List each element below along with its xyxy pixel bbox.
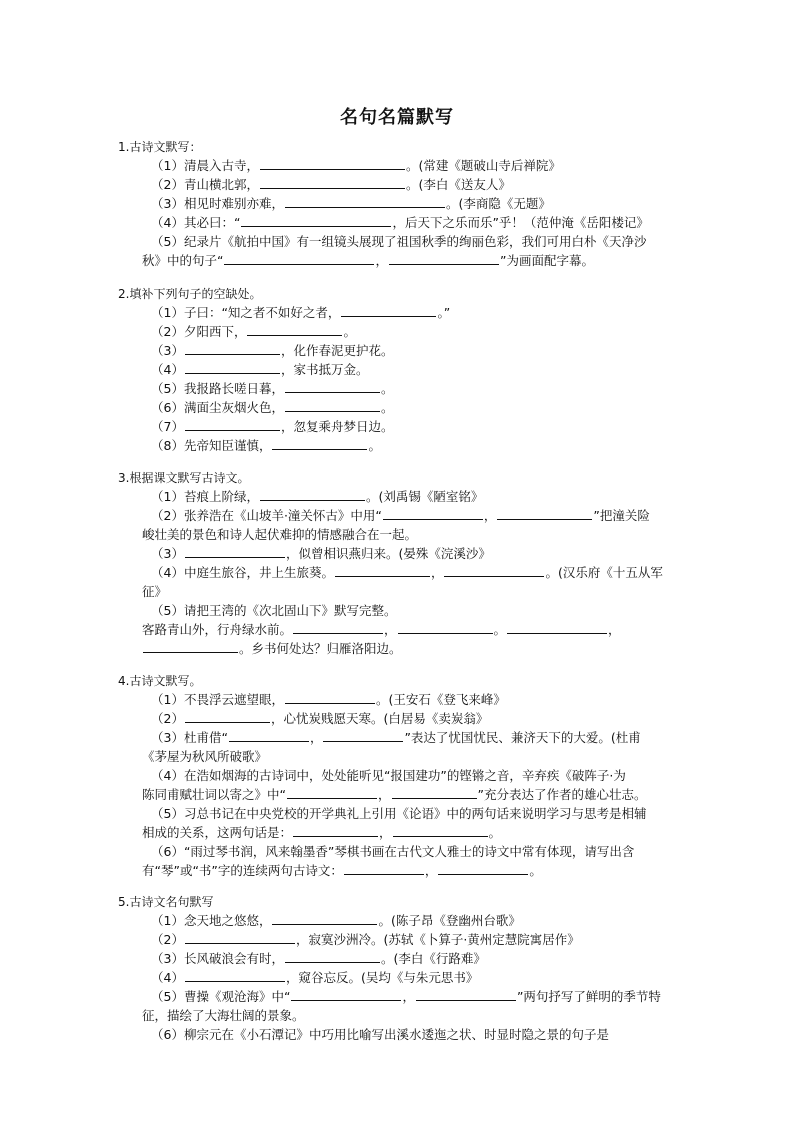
question-text: 有“琴”或“书”字的连续两句古诗文： bbox=[142, 863, 343, 878]
question-text: 客路青山外，行舟绿水前。 bbox=[142, 622, 293, 637]
question-text: （8）先帝知臣谨慎， bbox=[151, 438, 272, 453]
question-text: ，心忧炭贱愿天寒。(白居易《卖炭翁》 bbox=[270, 711, 489, 726]
answer-blank[interactable] bbox=[285, 691, 375, 704]
answer-blank[interactable] bbox=[344, 862, 424, 875]
s5-q5 bbox=[118, 987, 718, 1006]
question-text: 相成的关系，这两句话是： bbox=[142, 825, 293, 840]
answer-blank[interactable] bbox=[185, 710, 270, 723]
s3-q2 bbox=[118, 506, 718, 525]
question-text: ”为画面配字幕。 bbox=[500, 253, 594, 268]
s3-q4 bbox=[118, 563, 718, 582]
s2-q1 bbox=[118, 303, 718, 322]
answer-blank[interactable] bbox=[341, 304, 436, 317]
question-text: 。(王安石《登飞来峰》 bbox=[375, 692, 506, 707]
answer-blank[interactable] bbox=[335, 564, 430, 577]
question-text: （2）夕阳西下， bbox=[151, 324, 247, 339]
s4-q4-cont bbox=[118, 785, 718, 804]
answer-blank[interactable] bbox=[241, 214, 391, 227]
s4-q5 bbox=[118, 804, 718, 823]
question-text: 征，描绘了大海壮阔的景象。 bbox=[142, 1008, 305, 1023]
s1-q4 bbox=[118, 213, 718, 232]
question-text: （5）曹操《观沧海》中“ bbox=[151, 989, 291, 1004]
question-text: ， bbox=[377, 787, 391, 802]
question-text: （1）苔痕上阶绿， bbox=[151, 489, 259, 504]
question-text: （3）杜甫借“ bbox=[151, 730, 228, 745]
answer-blank[interactable] bbox=[383, 507, 483, 520]
answer-blank[interactable] bbox=[291, 988, 401, 1001]
question-text: 。(李商隐《无题》 bbox=[445, 196, 551, 211]
s4-q1 bbox=[118, 690, 718, 709]
question-text: 。(汉乐府《十五从军 bbox=[545, 565, 663, 580]
question-text: ”两句抒写了鲜明的季节特 bbox=[516, 989, 661, 1004]
answer-blank[interactable] bbox=[185, 969, 285, 982]
question-text: （7） bbox=[151, 419, 184, 434]
section-1-title: 1.古诗文默写： bbox=[118, 140, 202, 154]
answer-blank[interactable] bbox=[185, 931, 295, 944]
question-text: 。(陈子昂《登幽州台歌》 bbox=[378, 913, 521, 928]
s1-q3 bbox=[118, 194, 718, 213]
question-text: ， bbox=[430, 565, 444, 580]
question-text: ，化作春泥更护花。 bbox=[280, 343, 394, 358]
answer-blank[interactable] bbox=[224, 252, 374, 265]
question-text: （4） bbox=[151, 362, 184, 377]
question-text: ， bbox=[384, 622, 397, 637]
question-text: （3） bbox=[151, 546, 184, 561]
answer-blank[interactable] bbox=[247, 323, 342, 336]
question-text: 。(李白《送友人》 bbox=[405, 177, 511, 192]
s2-q3 bbox=[118, 341, 718, 360]
answer-blank[interactable] bbox=[285, 950, 380, 963]
s3-q2-cont bbox=[118, 525, 718, 544]
answer-blank[interactable] bbox=[497, 507, 592, 520]
s4-q5-cont bbox=[118, 823, 718, 842]
question-text: 峻壮美的景色和诗人起伏难抑的情感融合在一起。 bbox=[142, 527, 418, 542]
answer-blank[interactable] bbox=[185, 342, 280, 355]
section-4 bbox=[118, 672, 718, 880]
section-3 bbox=[118, 469, 718, 658]
answer-blank[interactable] bbox=[323, 729, 403, 742]
answer-blank[interactable] bbox=[393, 824, 488, 837]
question-text: 。 bbox=[529, 863, 542, 878]
s4-q3 bbox=[118, 728, 718, 747]
answer-blank[interactable] bbox=[416, 988, 516, 1001]
question-text: ，似曾相识燕归来。(晏殊《浣溪沙》 bbox=[285, 546, 491, 561]
s3-q3 bbox=[118, 544, 718, 563]
s2-q2 bbox=[118, 322, 718, 341]
section-5-title: 5.古诗文名句默写 bbox=[118, 895, 214, 909]
question-text: 。乡书何处达？归雁洛阳边。 bbox=[239, 641, 402, 656]
s5-q1 bbox=[118, 911, 718, 930]
question-text: （5）请把王湾的《次北固山下》默写完整。 bbox=[151, 603, 397, 618]
question-text: 。(李白《行路难》 bbox=[380, 951, 486, 966]
answer-blank[interactable] bbox=[260, 176, 405, 189]
s1-q2 bbox=[118, 175, 718, 194]
s4-q6 bbox=[118, 842, 718, 861]
answer-blank[interactable] bbox=[272, 912, 377, 925]
s3-q4-cont bbox=[118, 582, 718, 601]
question-text: （1）念天地之悠悠， bbox=[151, 913, 272, 928]
answer-blank[interactable] bbox=[389, 252, 499, 265]
question-text: （2） bbox=[151, 711, 184, 726]
s1-q5-cont bbox=[118, 251, 718, 270]
answer-blank[interactable] bbox=[285, 195, 445, 208]
question-text: （3）相见时难别亦难， bbox=[151, 196, 284, 211]
question-text: ， bbox=[424, 863, 438, 878]
question-text: 。 bbox=[488, 825, 502, 840]
question-text: （4） bbox=[151, 970, 184, 985]
question-text: （3）长风破浪会有时， bbox=[151, 951, 284, 966]
section-2 bbox=[118, 285, 718, 455]
answer-blank[interactable] bbox=[260, 488, 365, 501]
question-text: ， bbox=[375, 253, 388, 268]
question-text: （2） bbox=[151, 932, 184, 947]
s4-q4 bbox=[118, 766, 718, 785]
question-text: （6）柳宗元在《小石潭记》中巧用比喻写出溪水逶迤之状、时显时隐之景的句子是 bbox=[151, 1027, 609, 1042]
answer-blank[interactable] bbox=[285, 380, 380, 393]
question-text: 。 bbox=[380, 400, 394, 415]
answer-blank[interactable] bbox=[185, 361, 280, 374]
question-text: （6）“雨过琴书润，风来翰墨香”琴棋书画在古代文人雅士的诗文中常有体现，请写出含 bbox=[151, 844, 635, 859]
answer-blank[interactable] bbox=[260, 157, 405, 170]
question-text: （4）中庭生旅谷，井上生旅葵。 bbox=[151, 565, 334, 580]
s4-q3-cont bbox=[118, 747, 718, 766]
question-text: 。” bbox=[437, 305, 451, 320]
question-text: （1）不畏浮云遮望眼， bbox=[151, 692, 284, 707]
section-5 bbox=[118, 893, 718, 1044]
question-text: （1）清晨入古寺， bbox=[151, 158, 259, 173]
s3-q5-cont bbox=[118, 620, 718, 639]
question-text: ”充分表达了作者的雄心壮志。 bbox=[477, 787, 647, 802]
answer-blank[interactable] bbox=[272, 437, 367, 450]
answer-blank[interactable] bbox=[507, 621, 607, 634]
question-text: （2）张养浩在《山坡羊·潼关怀古》中用“ bbox=[151, 508, 382, 523]
answer-blank[interactable] bbox=[185, 545, 285, 558]
question-text: ， bbox=[402, 989, 415, 1004]
s5-q5-cont bbox=[118, 1006, 718, 1025]
section-2-title: 2.填补下列句子的空缺处。 bbox=[118, 287, 262, 301]
question-text: （5）纪录片《航拍中国》有一组镜头展现了祖国秋季的绚丽色彩，我们可用白朴《天净沙 bbox=[151, 234, 647, 249]
question-text: 《茅屋为秋风所破歌》 bbox=[142, 749, 268, 764]
s2-q7 bbox=[118, 417, 718, 436]
question-text: ，窥谷忘反。(吴均《与朱元思书》 bbox=[285, 970, 479, 985]
s5-q4 bbox=[118, 968, 718, 987]
question-text: 陈同甫赋壮词以寄之》中“ bbox=[142, 787, 286, 802]
s1-q5 bbox=[118, 232, 718, 251]
answer-blank[interactable] bbox=[229, 729, 309, 742]
question-text: 。(刘禹锡《陋室铭》 bbox=[365, 489, 484, 504]
question-text: （3） bbox=[151, 343, 184, 358]
answer-blank[interactable] bbox=[392, 786, 477, 799]
question-text: （4）在浩如烟海的古诗词中，处处能听见“报国建功”的铿锵之音，辛弃疾《破阵子·为 bbox=[151, 768, 626, 783]
s5-q2 bbox=[118, 930, 718, 949]
question-text: ”表达了忧国忧民、兼济天下的大爱。(杜甫 bbox=[404, 730, 641, 745]
question-text: （1）子曰：“知之者不如好之者， bbox=[151, 305, 341, 320]
s5-q3 bbox=[118, 949, 718, 968]
question-text: 秋》中的句子“ bbox=[142, 253, 224, 268]
question-text: 。 bbox=[380, 381, 394, 396]
question-text: ”把潼关险 bbox=[593, 508, 650, 523]
question-text: （5）习总书记在中央党校的开学典礼上引用《论语》中的两句话来说明学习与思考是相辅 bbox=[151, 806, 647, 821]
question-text: 。 bbox=[343, 324, 356, 339]
s4-q2 bbox=[118, 709, 718, 728]
question-text: ， bbox=[379, 825, 392, 840]
question-text: （4）其必曰：“ bbox=[151, 215, 241, 230]
s3-q5 bbox=[118, 601, 718, 620]
s3-q5-cont2 bbox=[118, 639, 718, 658]
question-text: （6）满面尘灰烟火色， bbox=[151, 400, 284, 415]
question-text: ，后天下之乐而乐”乎！（范仲淹《岳阳楼记》 bbox=[392, 215, 649, 230]
s2-q4 bbox=[118, 360, 718, 379]
answer-blank[interactable] bbox=[293, 621, 383, 634]
question-text: 。 bbox=[368, 438, 381, 453]
s2-q8 bbox=[118, 436, 718, 455]
question-text: 。 bbox=[493, 622, 507, 637]
s2-q6 bbox=[118, 398, 718, 417]
question-text: ， bbox=[309, 730, 323, 745]
answer-blank[interactable] bbox=[293, 824, 378, 837]
section-3-title: 3.根据课文默写古诗文。 bbox=[118, 471, 250, 485]
s2-q5 bbox=[118, 379, 718, 398]
s3-q1 bbox=[118, 487, 718, 506]
answer-blank[interactable] bbox=[438, 862, 528, 875]
s5-q6 bbox=[118, 1025, 718, 1044]
question-text: ，家书抵万金。 bbox=[280, 362, 369, 377]
question-text: 征》 bbox=[142, 584, 168, 599]
s4-q6-cont bbox=[118, 861, 718, 880]
section-1 bbox=[118, 138, 718, 270]
question-text: ， bbox=[483, 508, 497, 523]
section-4-title: 4.古诗文默写。 bbox=[118, 674, 202, 688]
question-text: （2）青山横北郭， bbox=[151, 177, 259, 192]
question-text: 。(常建《题破山寺后禅院》 bbox=[405, 158, 561, 173]
answer-blank[interactable] bbox=[185, 418, 280, 431]
question-text: ，忽复乘舟梦日边。 bbox=[280, 419, 394, 434]
answer-blank[interactable] bbox=[398, 621, 493, 634]
answer-blank[interactable] bbox=[285, 399, 380, 412]
answer-blank[interactable] bbox=[444, 564, 544, 577]
question-text: ，寂寞沙洲冷。(苏轼《卜算子·黄州定慧院寓居作》 bbox=[295, 932, 580, 947]
answer-blank[interactable] bbox=[143, 640, 238, 653]
page-title: 名句名篇默写 bbox=[340, 107, 454, 128]
s1-q1 bbox=[118, 156, 718, 175]
question-text: ， bbox=[608, 622, 621, 637]
question-text: （5）我报路长嗟日暮， bbox=[151, 381, 284, 396]
answer-blank[interactable] bbox=[287, 786, 377, 799]
